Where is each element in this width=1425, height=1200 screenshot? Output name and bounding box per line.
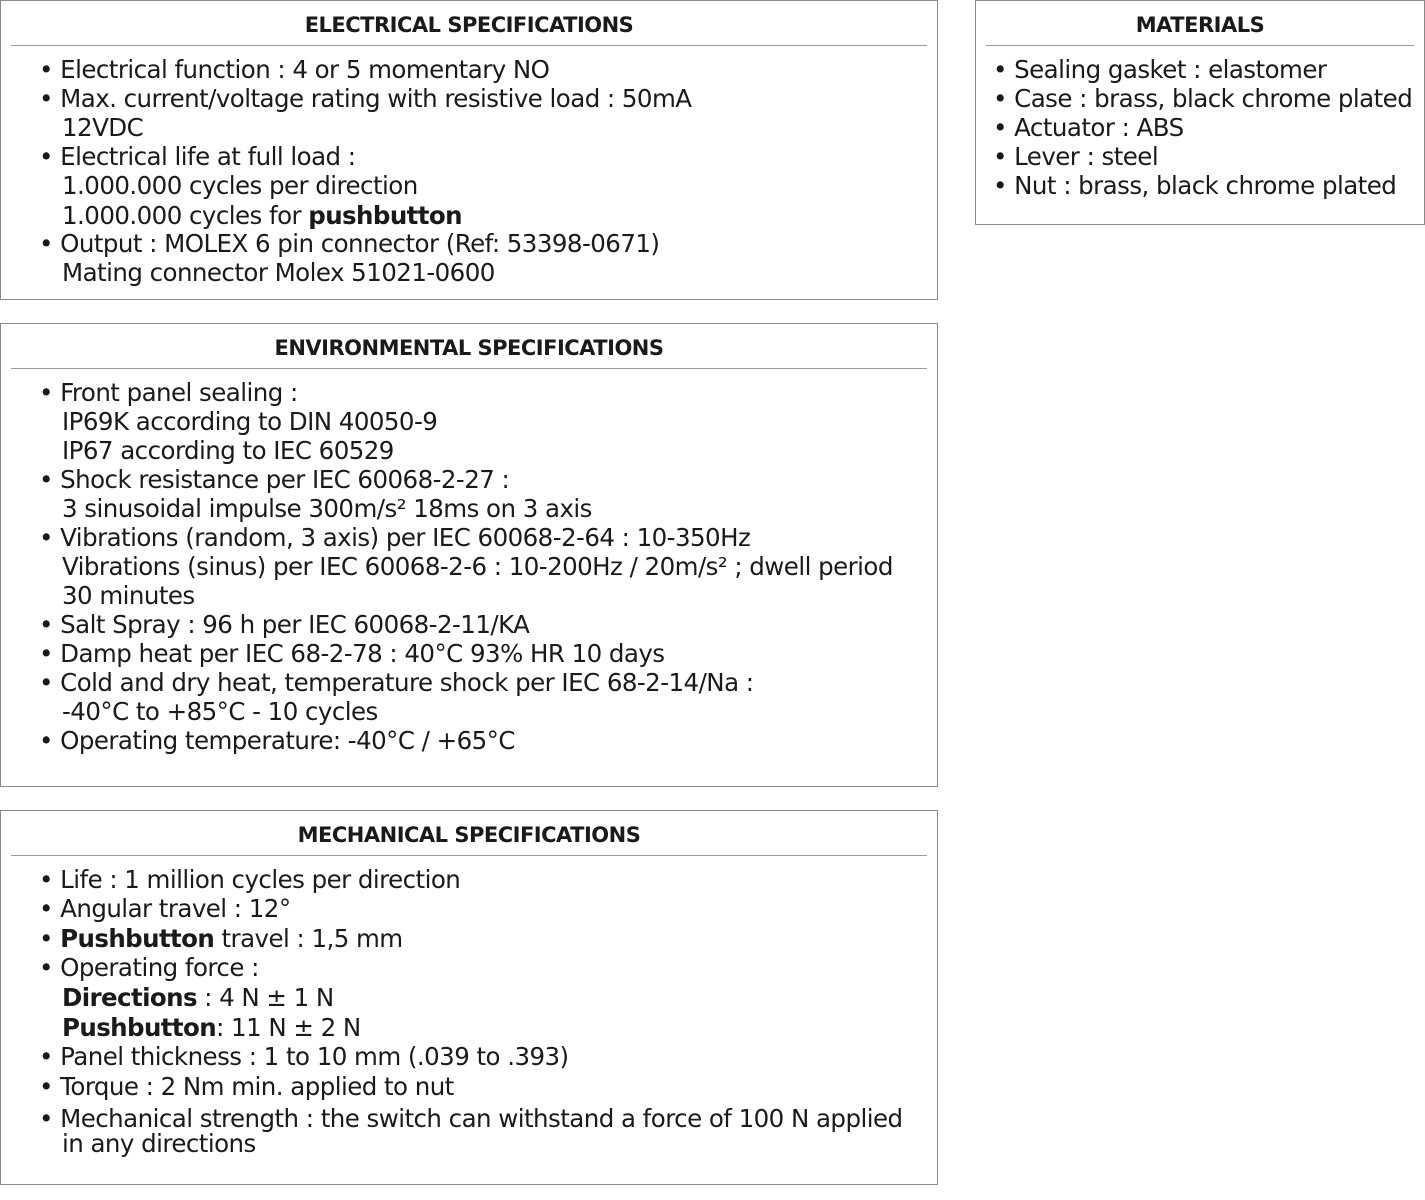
environmental-specifications-box	[0, 323, 938, 787]
mechanical-line-pushbutton-travel	[39, 924, 403, 954]
environmental-line-ip67: IP67 according to IEC 60529	[62, 436, 394, 465]
materials-title: MATERIALS	[986, 1, 1414, 46]
mechanical-line-strength-directions: in any directions	[62, 1129, 256, 1158]
environmental-line-vibrations-dwell: 30 minutes	[62, 581, 195, 610]
mechanical-line-force-directions	[62, 983, 334, 1013]
electrical-line-life-pushbutton-text: 1.000.000 cycles for	[62, 201, 309, 230]
electrical-line-output: • Output : MOLEX 6 pin connector (Ref: 53398-0671)	[39, 229, 660, 258]
environmental-line-vibrations-sinus: Vibrations (sinus) per IEC 60068-2-6 : 10-200Hz / 20m/s² ; dwell period	[62, 552, 893, 581]
electrical-line-life-direction: 1.000.000 cycles per direction	[62, 171, 418, 200]
materials-line-actuator: • Actuator : ABS	[993, 113, 1184, 142]
materials-box	[975, 0, 1425, 225]
mechanical-specifications-box	[0, 810, 938, 1185]
environmental-line-operating-temp: • Operating temperature: -40°C / +65°C	[39, 726, 515, 755]
environmental-line-salt-spray: • Salt Spray : 96 h per IEC 60068-2-11/KA	[39, 610, 530, 639]
electrical-line-life: • Electrical life at full load :	[39, 142, 356, 171]
electrical-line-function: • Electrical function : 4 or 5 momentary NO	[39, 55, 550, 84]
mechanical-line-panel-thickness: • Panel thickness : 1 to 10 mm (.039 to .393)	[39, 1042, 569, 1071]
environmental-line-shock: • Shock resistance per IEC 60068-2-27 :	[39, 465, 510, 494]
mechanical-line-angular-travel: • Angular travel : 12°	[39, 894, 291, 923]
environmental-line-vibrations-random: • Vibrations (random, 3 axis) per IEC 60068-2-64 : 10-350Hz	[39, 523, 751, 552]
electrical-line-rating: • Max. current/voltage rating with resistive load : 50mA	[39, 84, 692, 113]
mechanical-line-strength: • Mechanical strength : the switch can withstand a force of 100 N applied	[39, 1104, 903, 1133]
environmental-line-sealing: • Front panel sealing :	[39, 378, 298, 407]
materials-line-lever: • Lever : steel	[993, 142, 1159, 171]
mechanical-line-directions-value: : 4 N ± 1 N	[196, 983, 334, 1012]
environmental-line-cold-dry-range: -40°C to +85°C - 10 cycles	[62, 697, 378, 726]
electrical-line-mating-connector: Mating connector Molex 51021-0600	[62, 258, 495, 287]
electrical-line-rating-voltage: 12VDC	[62, 113, 144, 142]
mechanical-line-operating-force: • Operating force :	[39, 953, 259, 982]
mechanical-line-life: • Life : 1 million cycles per direction	[39, 865, 461, 894]
mechanical-line-directions-bold: Directions	[62, 983, 197, 1012]
materials-line-case: • Case : brass, black chrome plated	[993, 84, 1413, 113]
mechanical-line-torque: • Torque : 2 Nm min. applied to nut	[39, 1072, 454, 1101]
materials-line-sealing-gasket: • Sealing gasket : elastomer	[993, 55, 1327, 84]
electrical-line-life-pushbutton-bold: pushbutton	[308, 201, 462, 230]
mechanical-line-pushbutton-bold: Pushbutton	[60, 924, 215, 953]
mechanical-line-force-pushbutton-bold: Pushbutton	[62, 1013, 217, 1042]
mechanical-line-pushbutton-travel-text: travel : 1,5 mm	[214, 924, 403, 953]
electrical-title: ELECTRICAL SPECIFICATIONS	[11, 1, 927, 46]
mechanical-line-pushbutton-bullet: •	[39, 924, 61, 953]
mechanical-line-force-pushbutton	[62, 1013, 361, 1043]
electrical-specifications-box	[0, 0, 938, 300]
materials-line-nut: • Nut : brass, black chrome plated	[993, 171, 1397, 200]
electrical-line-life-pushbutton	[62, 201, 462, 231]
environmental-title: ENVIRONMENTAL SPECIFICATIONS	[11, 324, 927, 369]
environmental-line-damp-heat: • Damp heat per IEC 68-2-78 : 40°C 93% HR 10 days	[39, 639, 665, 668]
mechanical-title: MECHANICAL SPECIFICATIONS	[11, 811, 927, 856]
environmental-line-cold-dry-heat: • Cold and dry heat, temperature shock per IEC 68-2-14/Na :	[39, 668, 754, 697]
environmental-line-shock-detail: 3 sinusoidal impulse 300m/s² 18ms on 3 axis	[62, 494, 592, 523]
environmental-line-ip69k: IP69K according to DIN 40050-9	[62, 407, 438, 436]
mechanical-line-force-pushbutton-value: : 11 N ± 2 N	[216, 1013, 361, 1042]
